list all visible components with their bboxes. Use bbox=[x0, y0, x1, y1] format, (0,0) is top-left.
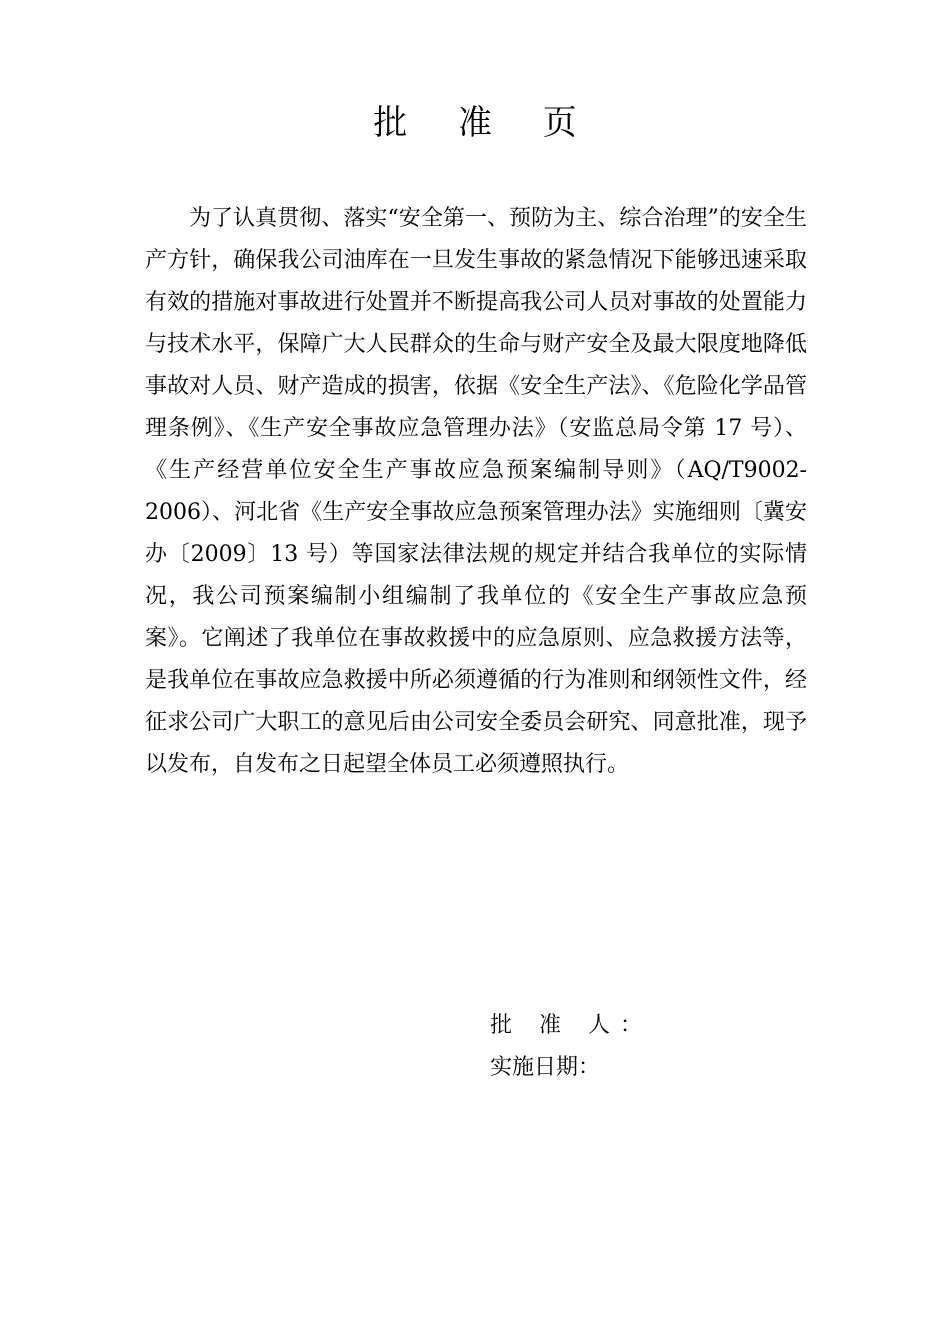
approver-label: 批 准 人： bbox=[490, 1013, 652, 1038]
page-title: 批 准 页 bbox=[373, 103, 597, 143]
implementation-date-label: 实施日期： bbox=[490, 1055, 601, 1080]
signature-block bbox=[490, 1005, 790, 1089]
approval-statement: 为了认真贯彻、落实“安全第一、预防为主、综合治理”的安全生产方针，确保我公司油库在一旦发生事故的紧急情况下能够迅速采取有效的措施对事故进行处置并不断提高我公司人员对事故的处置能力与技术水平，保障广大人民群众的生命与财产安全及最大限度地降低事故对人员、财产造成的损害，依据《安全生产法》、《危险化学品管理条例》、《生产安全事故应急管理办法》（安监总局令第 17 号）、《生产经营单位安全生产事故应急预案编制导则》（AQ/T9002-2006）、河北省《生产安全事故应急预案管理办法》实施细则〔冀安办〔2009〕13 号）等国家法律法规的规定并结合我单位的实际情况，我公司预案编制小组编制了我单位的《安全生产事故应急预案》。它阐述了我单位在事故救援中的应急原则、应急救援方法等，是我单位在事故应急救援中所必须遵循的行为准则和纲领性文件，经征求公司广大职工的意见后由公司安全委员会研究、同意批准，现予以发布，自发布之日起望全体员工必须遵照执行。 bbox=[145, 206, 807, 777]
